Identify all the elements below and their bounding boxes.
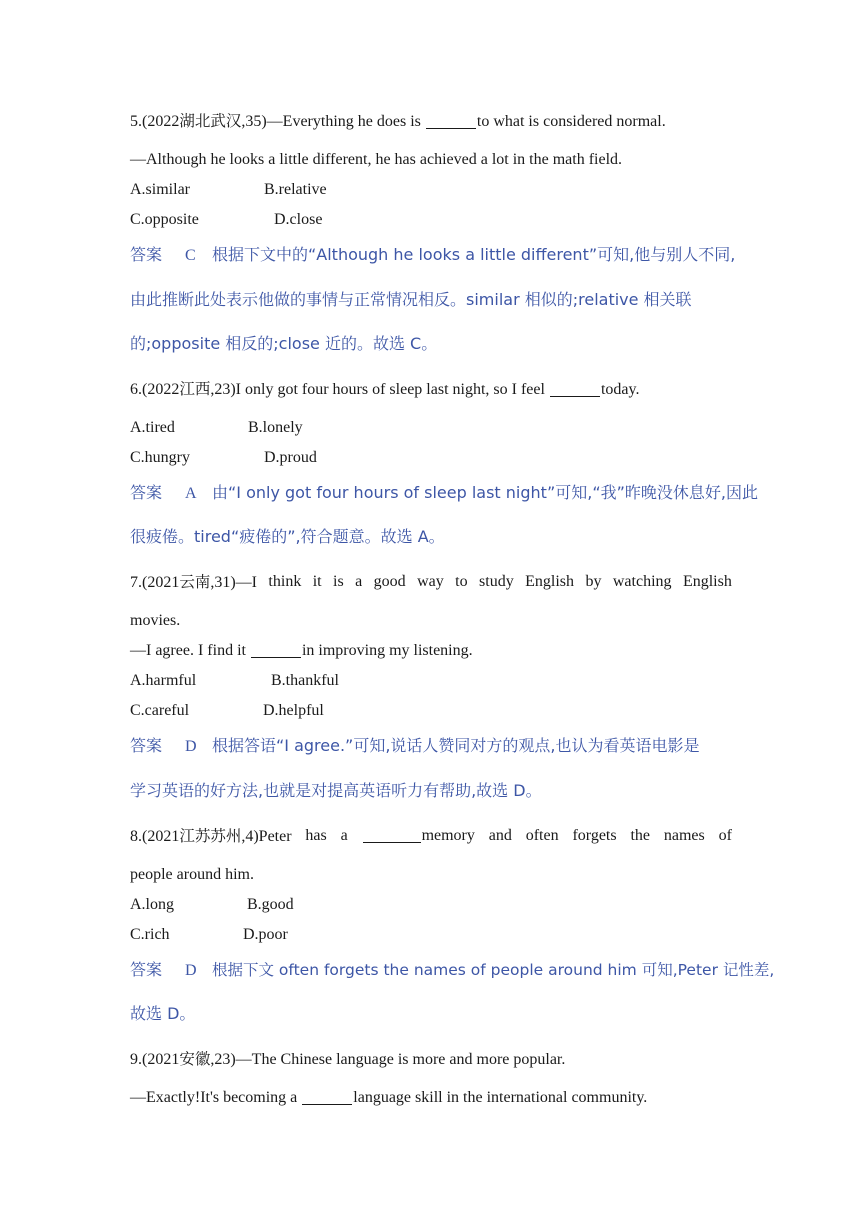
explanation-line: 很疲倦。tired“疲倦的”,符合题意。故选 A。 xyxy=(130,527,445,546)
option-a[interactable]: A.harmful xyxy=(130,672,197,689)
explanation-line: 故选 D。 xyxy=(130,1004,196,1023)
answer-letter: C xyxy=(185,247,196,264)
option-a[interactable]: A.tired xyxy=(130,419,175,436)
question-8-stem-cont: people around him. xyxy=(130,866,254,883)
option-c[interactable]: C.careful xyxy=(130,702,190,719)
option-b[interactable]: B.thankful xyxy=(271,672,339,689)
option-d[interactable]: D.proud xyxy=(264,449,317,466)
explanation-line: 根据答语“I agree.”可知,说话人赞同对方的观点,也认为看英语电影是 xyxy=(212,736,700,755)
option-d[interactable]: D.close xyxy=(274,211,323,228)
question-9-stem: 9.(2021安徽,23)—The Chinese language is more and more popular. xyxy=(130,1050,566,1068)
question-7-stem: 7.(2021云南,31)—I think it is a good way to study English by watching English xyxy=(130,573,732,591)
question-5-answer xyxy=(130,245,735,266)
question-8-answer xyxy=(130,960,774,981)
option-a[interactable]: A.long xyxy=(130,896,174,913)
answer-blank[interactable] xyxy=(363,826,421,843)
question-5-options-ab xyxy=(130,180,327,200)
option-b[interactable]: B.lonely xyxy=(248,419,303,436)
answer-blank[interactable] xyxy=(302,1088,352,1105)
explanation-line: 由“I only got four hours of sleep last night”可知,“我”昨晚没休息好,因此 xyxy=(212,483,758,502)
question-5-options-cd xyxy=(130,210,322,230)
question-5-stem: 5.(2022湖北武汉,35)—Everything he does is to what is considered normal. xyxy=(130,112,666,130)
option-a[interactable]: A.similar xyxy=(130,181,190,198)
question-6-answer xyxy=(130,483,758,504)
explanation-line: 由此推断此处表示他做的事情与正常情况相反。similar 相似的;relative 相关联 xyxy=(130,290,692,309)
question-6-options-ab xyxy=(130,418,303,438)
option-d[interactable]: D.poor xyxy=(243,926,288,943)
question-7-answer xyxy=(130,736,700,757)
question-6-stem: 6.(2022江西,23)I only got four hours of sleep last night, so I feel today. xyxy=(130,380,640,398)
answer-label: 答案 xyxy=(130,245,163,264)
option-b[interactable]: B.relative xyxy=(264,181,327,198)
answer-blank[interactable] xyxy=(550,380,600,397)
answer-label: 答案 xyxy=(130,960,163,979)
question-8-options-ab xyxy=(130,895,294,915)
explanation-line: 根据下文 often forgets the names of people around him 可知,Peter 记性差, xyxy=(212,961,775,979)
question-6-options-cd xyxy=(130,448,317,468)
option-d[interactable]: D.helpful xyxy=(263,702,324,719)
option-c[interactable]: C.hungry xyxy=(130,449,190,466)
answer-letter: D xyxy=(185,962,197,979)
option-c[interactable]: C.opposite xyxy=(130,211,199,228)
question-7-options-ab xyxy=(130,671,339,691)
question-9-reply: —Exactly!It's becoming a language skill in the international community. xyxy=(130,1089,648,1106)
answer-blank[interactable] xyxy=(426,112,476,129)
option-b[interactable]: B.good xyxy=(247,896,294,913)
explanation-line: 的;opposite 相反的;close 近的。故选 C。 xyxy=(130,334,438,353)
question-8-stem: 8.(2021江苏苏州,4)Peter has a memory and often forgets the names of xyxy=(130,827,732,845)
question-7-reply: —I agree. I find it in improving my listening. xyxy=(130,642,473,659)
answer-blank[interactable] xyxy=(251,641,301,658)
question-7-stem-cont: movies. xyxy=(130,612,181,629)
answer-letter: A xyxy=(185,485,197,502)
question-8-options-cd xyxy=(130,925,288,945)
question-7-options-cd xyxy=(130,701,324,721)
option-c[interactable]: C.rich xyxy=(130,926,170,943)
explanation-line: 学习英语的好方法,也就是对提高英语听力有帮助,故选 D。 xyxy=(130,781,542,800)
answer-label: 答案 xyxy=(130,483,163,502)
answer-letter: D xyxy=(185,738,197,755)
question-5-reply: —Although he looks a little different, he has achieved a lot in the math field. xyxy=(130,151,623,168)
explanation-line: 根据下文中的“Although he looks a little different”可知,他与别人不同, xyxy=(212,245,736,264)
answer-label: 答案 xyxy=(130,736,163,755)
